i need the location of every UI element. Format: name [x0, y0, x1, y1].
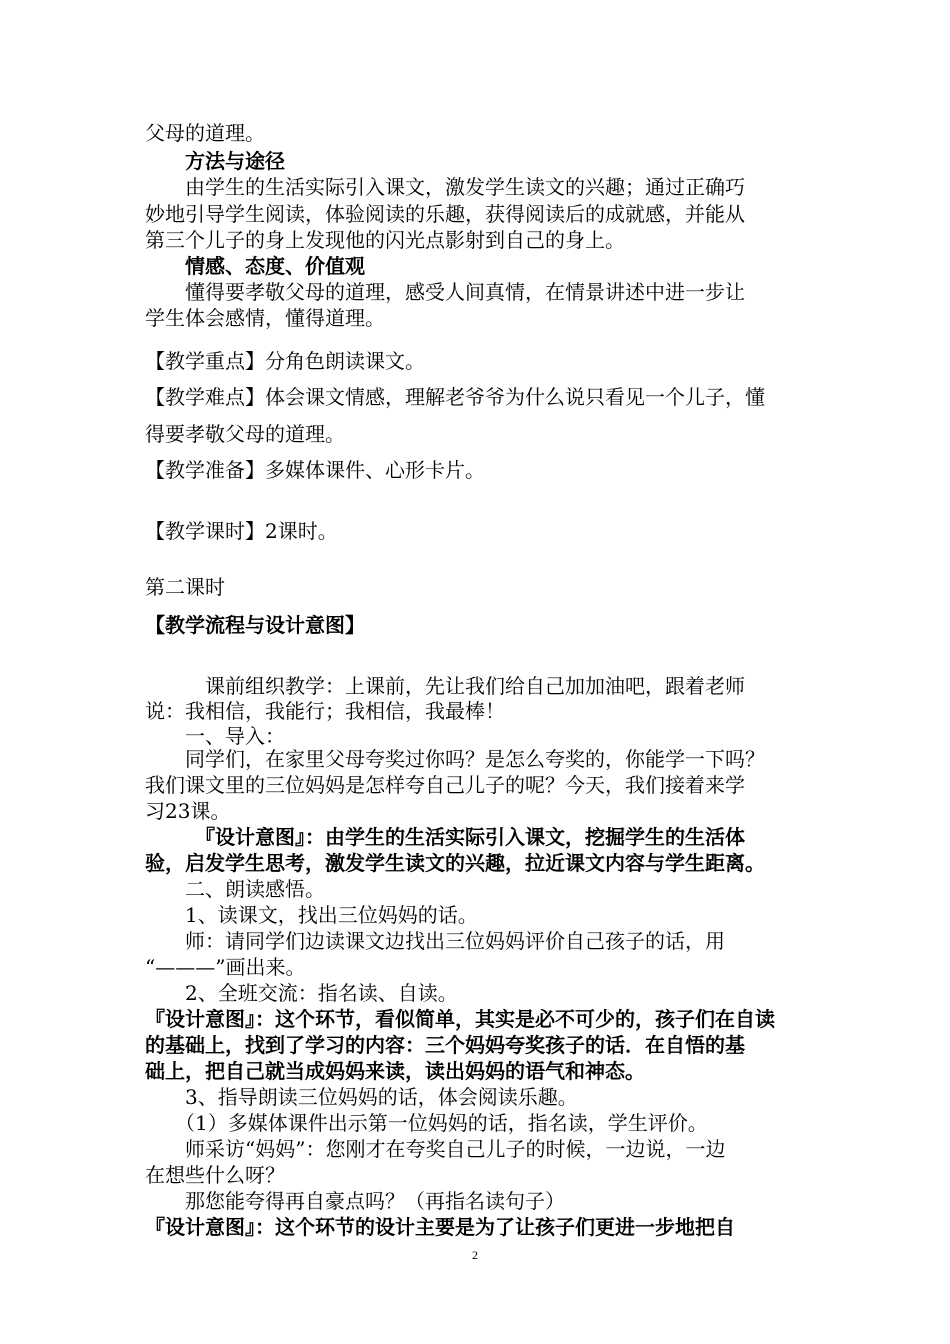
text-line: 3、指导朗读三位妈妈的话，体会阅读乐趣。	[145, 1085, 578, 1109]
text-line: 习23课。	[145, 799, 231, 823]
key-point-line: 【教学重点】分角色朗读课文。	[145, 349, 425, 373]
design-intent-line: 础上，把自己就当成妈妈来读，读出妈妈的语气和神态。	[145, 1059, 645, 1083]
page-number: 2	[472, 1248, 478, 1262]
text-line: 课前组织教学：上课前，先让我们给自己加加油吧，跟着老师	[145, 674, 745, 698]
text-line: 在想些什么呀？	[145, 1163, 285, 1187]
text-line: 父母的道理。	[145, 121, 265, 145]
text-line: 我们课文里的三位妈妈是怎样夸自己儿子的呢？今天，我们接着来学	[145, 773, 745, 797]
text-line: 由学生的生活实际引入课文，激发学生读文的兴趣；通过正确巧	[145, 175, 745, 199]
text-line: 第三个儿子的身上发现他的闪光点影射到自己的身上。	[145, 228, 625, 252]
text-line: 师采访“妈妈”：您刚才在夸奖自己儿子的时候，一边说，一边	[145, 1137, 726, 1161]
lesson-hours-line: 【教学课时】2课时。	[145, 519, 338, 543]
text-line: “———”画出来。	[145, 955, 306, 979]
text-line: 2、全班交流：指名读、自读。	[145, 981, 458, 1005]
section-heading: 方法与途径	[145, 149, 285, 173]
design-intent-line: 『设计意图』：由学生的生活实际引入课文，挖掘学生的生活体	[145, 825, 745, 849]
text-line: 师：请同学们边读课文边找出三位妈妈评价自己孩子的话，用	[145, 929, 725, 953]
preparation-line: 【教学准备】多媒体课件、心形卡片。	[145, 458, 485, 482]
text-line: 说：我相信，我能行；我相信，我最棒！	[145, 699, 505, 723]
text-line: 学生体会感情，懂得道理。	[145, 306, 385, 330]
difficulty-line: 【教学难点】体会课文情感，理解老爷爷为什么说只看见一个儿子，懂	[145, 385, 765, 409]
text-line: 懂得要孝敬父母的道理，感受人间真情，在情景讲述中进一步让	[145, 280, 745, 304]
design-intent-line: 『设计意图』：这个环节，看似简单，其实是必不可少的，孩子们在自读	[145, 1007, 775, 1031]
design-intent-line: 验，启发学生思考，激发学生读文的兴趣，拉近课文内容与学生距离。	[145, 851, 765, 875]
text-line: 得要孝敬父母的道理。	[145, 422, 345, 446]
lesson-title: 第二课时	[145, 575, 225, 599]
design-intent-line: 『设计意图』：这个环节的设计主要是为了让孩子们更进一步地把自	[145, 1215, 735, 1239]
text-line: （1）多媒体课件出示第一位妈妈的话，指名读，学生评价。	[145, 1111, 708, 1135]
text-line: 一、导入：	[145, 724, 285, 748]
section-heading: 情感、态度、价值观	[145, 254, 365, 278]
text-line: 二、朗读感悟。	[145, 877, 325, 901]
text-line: 1、读课文，找出三位妈妈的话。	[145, 903, 478, 927]
text-line: 同学们，在家里父母夸奖过你吗？是怎么夸奖的，你能学一下吗？	[145, 747, 765, 771]
text-line: 那您能夸得再自豪点吗？（再指名读句子）	[145, 1189, 565, 1213]
text-line: 妙地引导学生阅读，体验阅读的乐趣，获得阅读后的成就感，并能从	[145, 202, 745, 226]
design-intent-line: 的基础上，找到了学习的内容：三个妈妈夸奖孩子的话．在自悟的基	[145, 1033, 745, 1057]
flow-heading: 【教学流程与设计意图】	[145, 613, 365, 637]
